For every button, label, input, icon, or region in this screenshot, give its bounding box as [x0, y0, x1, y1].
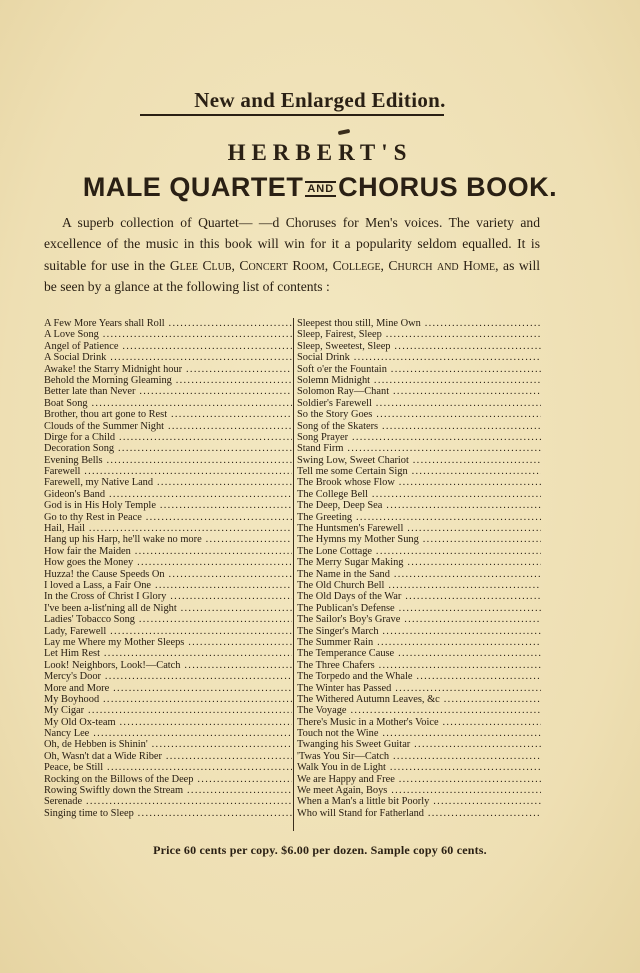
- contents-entry: The Publican's Defense .....: [297, 603, 541, 614]
- contents-entry: The Brook whose Flow .....: [297, 477, 541, 488]
- contents-entry: Rowing Swiftly down the Stream .....: [44, 785, 292, 796]
- contents-entry: Sleep, Fairest, Sleep .....: [297, 329, 541, 340]
- contents-entry: The Hymns my Mother Sung .....: [297, 534, 541, 545]
- contents-entry: Song of the Skaters .....: [297, 421, 541, 432]
- contents-entry: The Summer Rain .....: [297, 637, 541, 648]
- contents-entry: Decoration Song .....: [44, 443, 292, 454]
- contents-entry: The Singer's March .....: [297, 626, 541, 637]
- contents-entry: 'Twas You Sir—Catch .....: [297, 751, 541, 762]
- contents-entry: Soft o'er the Fountain .....: [297, 364, 541, 375]
- contents-entry: In the Cross of Christ I Glory .....: [44, 591, 292, 602]
- contents-entry: So the Story Goes .....: [297, 409, 541, 420]
- contents-entry: The Deep, Deep Sea .....: [297, 500, 541, 511]
- title-and: AND: [307, 183, 335, 195]
- contents-entry: A Love Song .....: [44, 329, 292, 340]
- contents-entry: Hang up his Harp, he'll wake no more .....: [44, 534, 292, 545]
- contents-entry: Solemn Midnight .....: [297, 375, 541, 386]
- contents-entry: The Torpedo and the Whale .....: [297, 671, 541, 682]
- contents-entry: Clouds of the Summer Night .....: [44, 421, 292, 432]
- contents-entry: Evening Bells .....: [44, 455, 292, 466]
- contents-entry: My Cigar .....: [44, 705, 292, 716]
- contents-entry: Look! Neighbors, Look!—Catch .....: [44, 660, 292, 671]
- contents-entry: Twanging his Sweet Guitar .....: [297, 739, 541, 750]
- intro-text-start: A superb collection of Quartet— —d Choruses for Men's voices. The variety and excellence of the music in this book will win for it a popularity seldom equalled. It is suitable for use in the: [44, 215, 540, 273]
- contents-list: [44, 318, 544, 830]
- contents-entry: Peace, be Still .....: [44, 762, 292, 773]
- contents-entry: Mercy's Door .....: [44, 671, 292, 682]
- intro-venues: Glee Club, Concert Room, College, Church and Home: [169, 257, 496, 273]
- contents-entry: The Old Church Bell .....: [297, 580, 541, 591]
- contents-entry: Better late than Never .....: [44, 386, 292, 397]
- contents-entry: My Boyhood .....: [44, 694, 292, 705]
- contents-entry: Awake! the Starry Midnight hour .....: [44, 364, 292, 375]
- edition-heading: New and Enlarged Edition.: [194, 88, 446, 112]
- contents-entry: When a Man's a little bit Poorly .....: [297, 796, 541, 807]
- contents-entry: Angel of Patience .....: [44, 341, 292, 352]
- contents-entry: The Three Chafers .....: [297, 660, 541, 671]
- contents-entry: Soldier's Farewell .....: [297, 398, 541, 409]
- contents-entry: Stand Firm .....: [297, 443, 541, 454]
- contents-entry: We meet Again, Boys .....: [297, 785, 541, 796]
- contents-entry: Lady, Farewell .....: [44, 626, 292, 637]
- contents-entry: Oh, Wasn't dat a Wide Riber .....: [44, 751, 292, 762]
- contents-entry: Singing time to Sleep .....: [44, 808, 292, 819]
- contents-entry: The Lone Cottage .....: [297, 546, 541, 557]
- contents-entry: The Temperance Cause .....: [297, 648, 541, 659]
- contents-entry: Tell me some Certain Sign .....: [297, 466, 541, 477]
- contents-entry: I loved a Lass, a Fair One .....: [44, 580, 292, 591]
- title-part-2: CHORUS BOOK.: [338, 172, 558, 202]
- contents-entry: Lay me Where my Mother Sleeps .....: [44, 637, 292, 648]
- contents-entry: We are Happy and Free .....: [297, 774, 541, 785]
- contents-entry: How goes the Money .....: [44, 557, 292, 568]
- ornament-mark: [338, 129, 351, 135]
- contents-entry: Serenade .....: [44, 796, 292, 807]
- contents-column-right: [297, 318, 541, 819]
- contents-entry: God is in His Holy Temple .....: [44, 500, 292, 511]
- contents-entry: Go to thy Rest in Peace .....: [44, 512, 292, 523]
- contents-entry: The Withered Autumn Leaves, &c .....: [297, 694, 541, 705]
- heading-rule: [140, 114, 444, 116]
- contents-entry: The Voyage .....: [297, 705, 541, 716]
- contents-entry: Swing Low, Sweet Chariot .....: [297, 455, 541, 466]
- contents-entry: A Few More Years shall Roll .....: [44, 318, 292, 329]
- contents-entry: Brother, thou art gone to Rest .....: [44, 409, 292, 420]
- contents-entry: There's Music in a Mother's Voice .....: [297, 717, 541, 728]
- intro-paragraph: [44, 212, 540, 298]
- contents-entry: A Social Drink .....: [44, 352, 292, 363]
- contents-entry: Gideon's Band .....: [44, 489, 292, 500]
- contents-entry: Huzza! the Cause Speeds On .....: [44, 569, 292, 580]
- contents-entry: Who will Stand for Fatherland .....: [297, 808, 541, 819]
- contents-entry: Sleep, Sweetest, Sleep .....: [297, 341, 541, 352]
- contents-entry: Ladies' Tobacco Song .....: [44, 614, 292, 625]
- contents-entry: Sleepest thou still, Mine Own .....: [297, 318, 541, 329]
- contents-entry: My Old Ox-team .....: [44, 717, 292, 728]
- contents-entry: Song Prayer .....: [297, 432, 541, 443]
- contents-entry: Rocking on the Billows of the Deep .....: [44, 774, 292, 785]
- contents-entry: The Merry Sugar Making .....: [297, 557, 541, 568]
- contents-entry: Solomon Ray—Chant .....: [297, 386, 541, 397]
- contents-entry: Dirge for a Child .....: [44, 432, 292, 443]
- contents-entry: Boat Song .....: [44, 398, 292, 409]
- contents-entry: Farewell .....: [44, 466, 292, 477]
- contents-entry: Farewell, my Native Land .....: [44, 477, 292, 488]
- contents-entry: The Sailor's Boy's Grave .....: [297, 614, 541, 625]
- contents-entry: The Huntsmen's Farewell .....: [297, 523, 541, 534]
- contents-entry: Nancy Lee .....: [44, 728, 292, 739]
- contents-entry: Hail, Hail .....: [44, 523, 292, 534]
- contents-entry: The Winter has Passed .....: [297, 683, 541, 694]
- contents-entry: Walk You in de Light .....: [297, 762, 541, 773]
- column-divider: [293, 318, 294, 831]
- contents-entry: The College Bell .....: [297, 489, 541, 500]
- contents-entry: Let Him Rest .....: [44, 648, 292, 659]
- contents-entry: The Old Days of the War .....: [297, 591, 541, 602]
- publisher-name: HERBERT'S: [227, 140, 413, 165]
- book-title: [40, 172, 600, 203]
- contents-entry: How fair the Maiden .....: [44, 546, 292, 557]
- contents-entry: More and More .....: [44, 683, 292, 694]
- contents-entry: Touch not the Wine .....: [297, 728, 541, 739]
- price-line: Price 60 cents per copy. $6.00 per dozen. Sample copy 60 cents.: [153, 843, 487, 857]
- contents-entry: Oh, de Hebben is Shinin' .....: [44, 739, 292, 750]
- contents-entry: Social Drink .....: [297, 352, 541, 363]
- title-part-1: MALE QUARTET: [82, 172, 304, 202]
- contents-entry: I've been a-list'ning all de Night .....: [44, 603, 292, 614]
- contents-entry: The Name in the Sand .....: [297, 569, 541, 580]
- contents-entry: Behold the Morning Gleaming .....: [44, 375, 292, 386]
- contents-entry: The Greeting .....: [297, 512, 541, 523]
- intro-text-end: , as will be seen by a glance at the following list of contents :: [44, 257, 540, 295]
- contents-column-left: [44, 318, 292, 819]
